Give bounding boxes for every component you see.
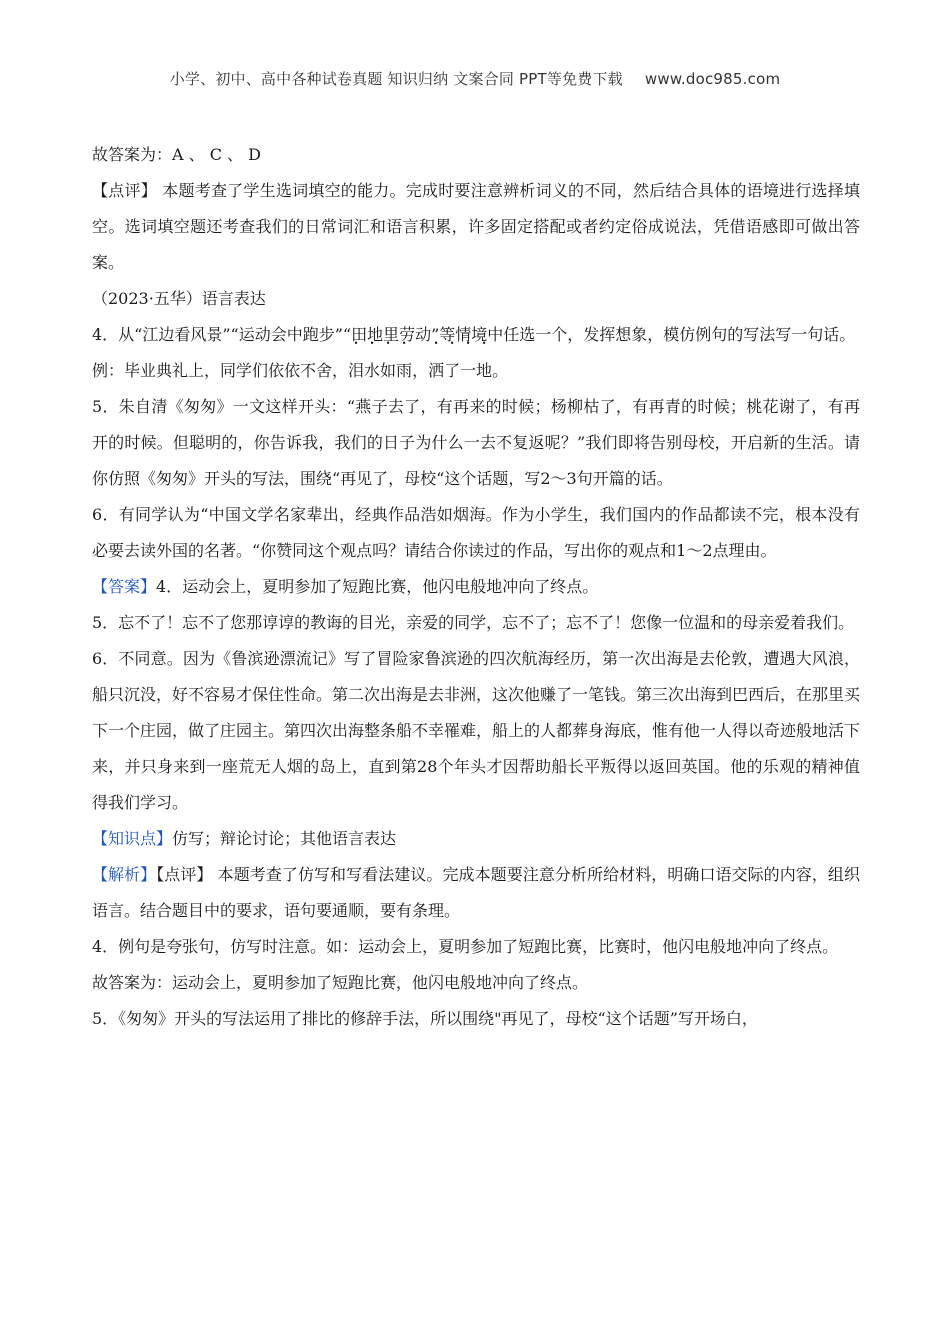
question-source: （2023·五华）语言表达: [92, 289, 266, 308]
emphasis-char: 如: [380, 361, 397, 380]
answer-4-text: 4．运动会上，夏明参加了短跑比赛，他闪电般地冲向了终点。: [156, 577, 599, 596]
example-prefix: 例：毕业典礼上，同学们依依不舍，: [92, 361, 349, 380]
question-6: 6．有同学认为“中国文学名家辈出，经典作品浩如烟海。作为小学生，我们国内的作品都读不完，根本没有必要去读外国的名著。“你赞同这个观点吗？请结合你读过的作品，写出你的观点和1～2点理由。: [92, 505, 860, 560]
example-end: 。: [492, 361, 509, 380]
question-4: 4．从“江边看风景”“运动会中跑步”“田地里劳动”等情境中任选一个，发挥想象，模仿例句的写法写一句话。: [92, 325, 856, 344]
prev-answer: 故答案为：A 、 C 、 D: [92, 145, 261, 164]
answer-tag: 【答案】: [92, 577, 157, 596]
answer-5: 5．忘不了！忘不了您那谆谆的教诲的目光，亲爱的同学，忘不了；忘不了！您像一位温和的母亲爱着我们。: [92, 613, 855, 632]
comment-tag: 【点评】: [92, 181, 157, 200]
analysis-4-answer: 故答案为：运动会上，夏明参加了短跑比赛，他闪电般地冲向了终点。: [92, 973, 589, 992]
emphasis-char: 雨: [396, 361, 413, 380]
emphasis-char: 洒: [428, 361, 445, 380]
analysis-tag: 【解析】: [92, 865, 157, 884]
header-text: 小学、初中、高中各种试卷真题 知识归纳 文案合同 PPT等免费下载: [169, 70, 623, 88]
analysis-comment: 【点评】 本题考查了仿写和写看法建议。完成本题要注意分析所给材料，明确口语交际的内容，组织语言。结合题目中的要求，语句要通顺，要有条理。: [92, 865, 860, 920]
page-header: [0, 68, 950, 89]
example-sep: ，: [412, 361, 429, 380]
document-body: [92, 137, 860, 1037]
analysis-4: 4．例句是夸张句，仿写时注意。如：运动会上，夏明参加了短跑比赛，比赛时，他闪电般地冲向了终点。: [92, 937, 839, 956]
header-site: www.doc985.com: [644, 70, 781, 88]
answer-6: 6．不同意。因为《鲁滨逊漂流记》写了冒险家鲁滨逊的四次航海经历，第一次出海是去伦敦，遭遇大风浪，船只沉没，好不容易才保住性命。第二次出海是去非洲，这次他赚了一笔钱。第三次出海到巴西后，在那里买下一个庄园，做了庄园主。第四次出海整条船不幸罹难，船上的人都葬身海底，惟有他一人得以奇迹般地活下来，并只身来到一座荒无人烟的岛上，直到第28个年头才因帮助船长平叛得以返回英国。他的乐观的精神值得我们学习。: [92, 649, 861, 812]
answer-4: [92, 569, 860, 605]
knowledge-text: 仿写；辩论讨论；其他语言表达: [172, 829, 397, 848]
emphasis-char: 泪: [348, 361, 365, 380]
analysis-5: 5．《匆匆》开头的写法运用了排比的修辞手法，所以围绕"再见了，母校“这个话题”写开场白，: [92, 1009, 758, 1028]
analysis: [92, 857, 860, 929]
emphasis-char: 水: [364, 361, 381, 380]
example-sentence: [92, 353, 860, 389]
emphasis-char: 地: [476, 361, 493, 380]
knowledge-points: [92, 821, 860, 857]
prev-comment: [92, 173, 860, 281]
emphasis-char: 一: [460, 361, 477, 380]
comment-text: 本题考查了学生选词填空的能力。完成时要注意辨析词义的不同，然后结合具体的语境进行选择填空。选词填空题还考查我们的日常词汇和语言积累，许多固定搭配或者约定俗成说法，凭借语感即可做出答案。: [92, 181, 860, 272]
question-5: 5．朱自清《匆匆》一文这样开头：“燕子去了，有再来的时候；杨柳枯了，有再青的时候；桃花谢了，有再开的时候。但聪明的，你告诉我，我们的日子为什么一去不复返呢？”我们即将告别母校，开启新的生活。请你仿照《匆匆》开头的写法，围绕“再见了，母校“这个话题，写2～3句开篇的话。: [92, 397, 860, 488]
emphasis-char: 了: [444, 361, 461, 380]
knowledge-tag: 【知识点】: [92, 829, 173, 848]
